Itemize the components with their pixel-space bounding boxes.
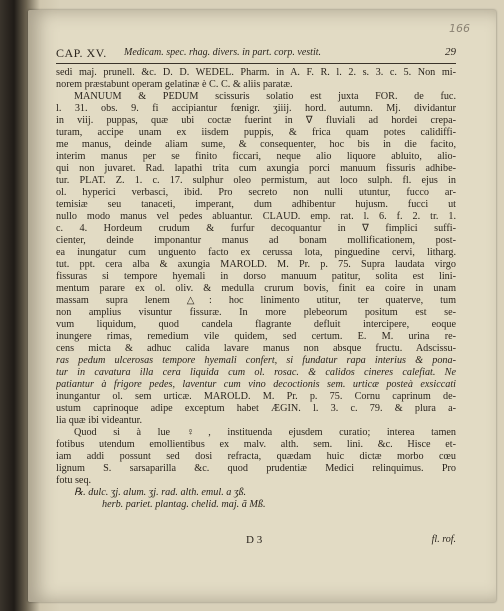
text-line: MANUUM & PEDUM scissuris solatio est juxta FOR. de fuc. [74,91,456,102]
text-line: temisiæ seu tanaceti, imperant, dum adhibentur hujusm. fucci ut [56,199,456,210]
text-line: ras pedum ulcerosas tempore hyemali confert, si fundatur rapa interius & pona- [56,355,456,366]
text-line: sedi maj. prunell. &c. D. D. WEDEL. Pharm. in A. F. R. l. 2. s. 3. c. 5. Non mi- [56,67,456,78]
text-line: ol. hyperici verbasci, ibid. Pro secreto non nulli utuntur, fucco ar- [56,187,456,198]
running-header [56,46,456,64]
running-title: Medicam. spec. rhag. divers. in part. corp. vestit. [124,47,322,58]
page-footer [56,534,456,550]
text-line: Quod si à lue ♀, instituenda ejusdem curatio; interea tamen [74,427,456,438]
text-line: non amplius visuntur fissuræ. In more plebeorum positum est se- [56,307,456,318]
text-line: tur. PLAT. Z. 1. c. 17. sulphur oleo permistum, aut loco sulph. fl. ejus in [56,175,456,186]
catchword: fl. rof. [431,534,456,545]
pencil-annotation: 166 [449,22,470,35]
text-line: fotibus utendum emollientibus ex malv. alth. sem. lini. &c. Hisce et- [56,439,456,450]
text-line: l. 31. obs. 9. fi accipiantur fœnigr. ʒiiij. hord. autumn. Mj. dividantur [56,103,456,114]
text-line: fotu seq. [56,475,92,486]
text-line: turam, accipe unam ex iisdem puppis, & frica quam potes calidiffi- [56,127,456,138]
text-line: vum liquidum, quod candela flagrante defluit intercipere, eoque [56,319,456,330]
text-line: me manus, deinde aliam sume, & consequenter, hoc bis in die facito, [56,139,456,150]
prescription-line: herb. pariet. plantag. chelid. maj. ã Mß. [102,499,266,510]
text-line: mentum parare ex ol. oliv. & medulla crurum bovis, finit ea coire in unam [56,283,456,294]
text-line: tur in cavatura illa cera liquida cum ol. rosac. & calidos cineres calefiat. Ne [56,367,456,378]
text-line: cens micta & adhuc calida lavare manus non absque fructu. Adscissu- [56,343,456,354]
text-line: lia quæ ibi videantur. [56,415,143,426]
text-line: patiantur à frigore pedes, laventur cum vino decoctionis sem. urticæ posteà exsiccati [56,379,456,390]
header-rule [56,63,456,64]
text-line: cienter, deinde imponantur manus ad bonam mollificationem, post- [56,235,456,246]
text-line: fissuras si tempore hyemali in dorso manuum patitur, solita est lini- [56,271,456,282]
chapter-label: CAP. XV. [56,46,107,60]
text-line: iam addi possunt sed dosi refracta, quædam huic dictæ morbo cœu [56,451,456,462]
text-line: ustum caprinoque adipe exceptum habet ÆGIN. l. 3. c. 79. & plura a- [56,403,456,414]
page-number: 29 [445,46,456,58]
text-line: tut. ppt. cera alba & axungia MAROLD. M. Pr. p. 75. Supra laudata virgo [56,259,456,270]
text-line: inungantur ol. sem urticæ. MAROLD. M. Pr. p. 75. Cornu caprinum de- [56,391,456,402]
text-line: ea inungatur cum unguento facto ex cerussa lota, pinguedine cervi, litharg. [56,247,456,258]
text-line: in viij. puppas, quæ ubi coctæ fuerint in ∇ fluviali ad hordei crepa- [56,115,456,126]
text-line: c. 4. Hordeum crudum & furfur decoquantur in ∇ fimplici suffi- [56,223,456,234]
text-line: massam supra lenem △: hoc linimento utitur, ter quaterve, tum [56,295,456,306]
text-line: nullo modo manus vel pedes abluantur. CLAUD. emp. rat. l. 6. f. 2. tr. 1. [56,211,456,222]
prescription-line: ℞. dulc. ʒj. alum. ʒj. rad. alth. emul. a ʒß. [74,487,247,498]
text-line: norem præstabunt operam gelatinæ è C. C. & aliis paratæ. [56,79,293,90]
text-line: lignum S. sarsaparilla &c. quod prudentiæ Medici relinquimus. Pro [56,463,456,474]
text-line: qui non juvaret. Rad. lapathi trita cum axungia porci manuum fissuris adhibe- [56,163,456,174]
body-text [56,67,456,511]
signature-mark: D 3 [246,534,263,546]
text-line: inungere rimas, remedium vile quidem, sed certum. E. M. urina re- [56,331,456,342]
text-line: interim manus per se finito ficcari, neque alio liquore abluito, alio- [56,151,456,162]
